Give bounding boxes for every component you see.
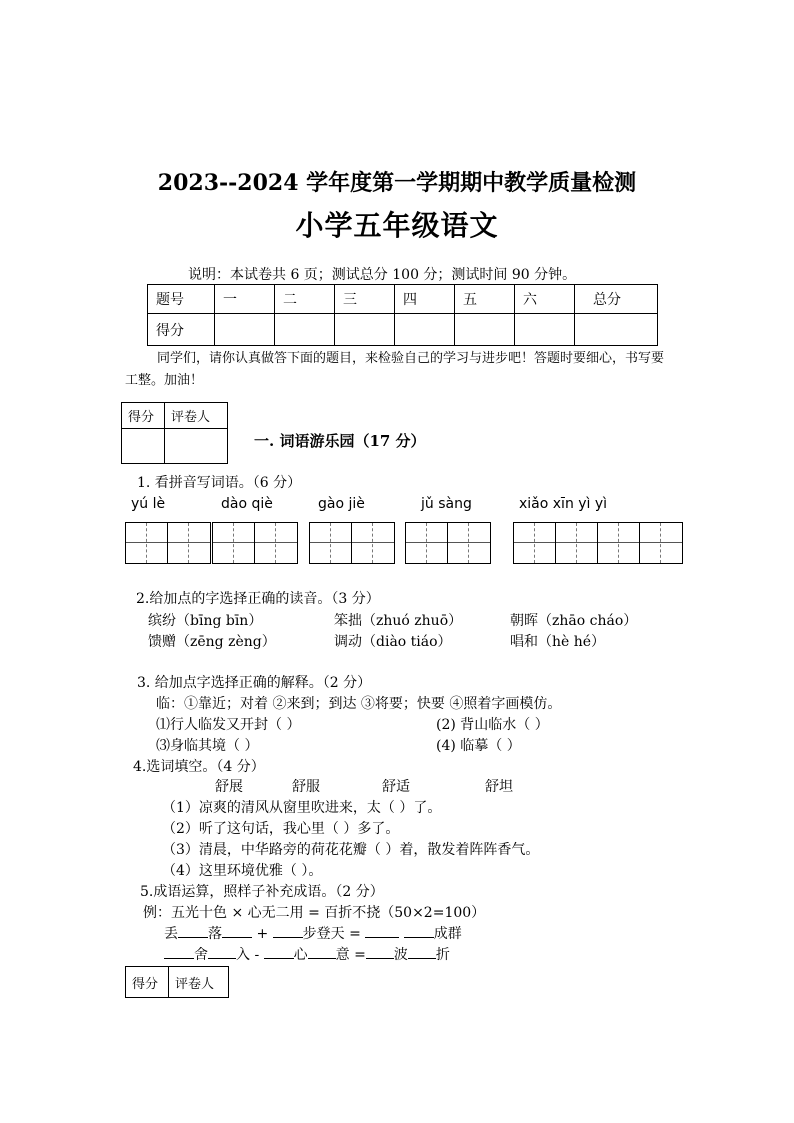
- grid-cell[interactable]: [598, 523, 619, 563]
- grid-cell[interactable]: [427, 523, 448, 563]
- word-choice: 舒适: [382, 779, 410, 795]
- idiom-equation-1: [164, 923, 462, 943]
- pinyin-label: yú lè: [131, 496, 166, 512]
- question-1-title: 1. 看拼音写词语。（6 分）: [137, 475, 302, 491]
- exam-title: 2023--2024 学年度第一学期期中教学质量检测: [157, 170, 637, 196]
- grid-cell[interactable]: [352, 523, 373, 563]
- idiom-char: 步登天 =: [302, 926, 361, 942]
- section-title: 一. 词语游乐园（17 分）: [254, 432, 426, 450]
- pinyin-label: dào qiè: [221, 496, 273, 512]
- pinyin-label: jǔ sàng: [421, 496, 472, 512]
- score-input-cell[interactable]: [395, 314, 455, 346]
- grid-cell[interactable]: [213, 523, 234, 563]
- answer-blank[interactable]: [365, 923, 399, 938]
- score-header-cell: 三: [335, 285, 395, 314]
- grader-name-label: 评卷人: [169, 967, 229, 998]
- grader-box-1: [121, 402, 228, 464]
- definition-item: (2) 背山临水（ ）: [436, 717, 549, 733]
- reading-choice: 唱和（hè hé）: [510, 634, 606, 650]
- idiom-char: 折: [435, 947, 450, 963]
- pinyin-label: gào jiè: [318, 496, 365, 512]
- reading-choice: 馈赠（zēng zèng）: [148, 634, 276, 650]
- fill-in-item: （3）清晨，中华路旁的荷花花瓣（ ）着，散发着阵阵香气。: [162, 842, 540, 858]
- writing-grid[interactable]: [309, 522, 395, 564]
- score-table-score-row: [148, 314, 658, 346]
- grid-cell[interactable]: [448, 523, 469, 563]
- score-table-header-row: [148, 285, 658, 314]
- grid-cell[interactable]: [514, 523, 535, 563]
- fill-in-item: （2）听了这句话，我心里（ ）多了。: [162, 821, 400, 837]
- score-header-cell: 总分: [575, 285, 658, 314]
- answer-blank[interactable]: [164, 944, 194, 959]
- definition-item: ⑶身临其境（ ）: [156, 738, 259, 754]
- answer-blank[interactable]: [308, 944, 336, 959]
- answer-blank[interactable]: [208, 944, 236, 959]
- grid-cell[interactable]: [619, 523, 640, 563]
- grid-cell[interactable]: [373, 523, 394, 563]
- grid-cell[interactable]: [331, 523, 352, 563]
- score-input-cell[interactable]: [215, 314, 275, 346]
- writing-grid[interactable]: [405, 522, 491, 564]
- writing-grid[interactable]: [212, 522, 298, 564]
- score-table: [147, 284, 658, 346]
- grid-cell[interactable]: [406, 523, 427, 563]
- grader-score-label: 得分: [122, 403, 165, 429]
- idiom-char: 心: [293, 947, 308, 963]
- idiom-char: 落: [208, 926, 222, 942]
- score-input-cell[interactable]: [275, 314, 335, 346]
- grid-cell[interactable]: [661, 523, 682, 563]
- reading-choice: 调动（diào tiáo）: [334, 634, 452, 650]
- score-header-cell: 五: [455, 285, 515, 314]
- score-row-label: 得分: [148, 314, 215, 346]
- grid-cell[interactable]: [234, 523, 255, 563]
- answer-blank[interactable]: [264, 944, 294, 959]
- grid-cell[interactable]: [535, 523, 556, 563]
- answer-blank[interactable]: [178, 923, 208, 938]
- grid-cell[interactable]: [126, 523, 147, 563]
- idiom-char: 舍: [194, 947, 208, 963]
- definition-item: ⑴行人临发又开封（ ）: [156, 717, 301, 733]
- answer-blank[interactable]: [222, 923, 252, 938]
- grid-cell[interactable]: [276, 523, 297, 563]
- grid-cell[interactable]: [577, 523, 598, 563]
- score-input-cell[interactable]: [335, 314, 395, 346]
- score-header-cell: 二: [275, 285, 335, 314]
- grid-cell[interactable]: [640, 523, 661, 563]
- idiom-char: 丢: [164, 926, 178, 942]
- idiom-operator: +: [256, 926, 269, 942]
- reading-choice: 笨拙（zhuó zhuō）: [334, 613, 463, 629]
- score-input-cell[interactable]: [575, 314, 658, 346]
- exam-instructions: 说明：本试卷共 6 页；测试总分 100 分；测试时间 90 分钟。: [188, 267, 577, 283]
- idiom-char: 波: [393, 947, 408, 963]
- grader-score-label: 得分: [126, 967, 169, 998]
- score-header-cell: 题号: [148, 285, 215, 314]
- intro-text: 同学们，请你认真做答下面的题目，来检验自己的学习与进步吧！答题时要细心，书写要工整。加油！: [125, 351, 665, 388]
- idiom-equation-2: [164, 944, 450, 964]
- answer-blank[interactable]: [273, 923, 303, 938]
- reading-choice: 缤纷（bīng bīn）: [148, 613, 263, 629]
- score-header-cell: 一: [215, 285, 275, 314]
- answer-blank[interactable]: [366, 944, 394, 959]
- idiom-char: 意 =: [335, 947, 366, 963]
- fill-in-item: （4）这里环境优雅（ ）。: [162, 863, 323, 879]
- idiom-char: 成群: [433, 926, 462, 942]
- score-header-cell: 四: [395, 285, 455, 314]
- question-2-title: 2.给加点的字选择正确的读音。（3 分）: [136, 591, 380, 607]
- writing-grid[interactable]: [513, 522, 683, 564]
- score-header-cell: 六: [515, 285, 575, 314]
- reading-choice: 朝晖（zhāo cháo）: [510, 613, 638, 629]
- idiom-char: 入 -: [236, 947, 260, 963]
- answer-blank[interactable]: [408, 944, 436, 959]
- writing-grid[interactable]: [125, 522, 211, 564]
- word-choice: 舒坦: [485, 779, 513, 795]
- answer-blank[interactable]: [404, 923, 434, 938]
- idiom-example: 例：五光十色 × 心无二用 = 百折不挠（50×2=100）: [143, 905, 486, 921]
- fill-in-item: （1）凉爽的清风从窗里吹进来，太（ ）了。: [162, 800, 442, 816]
- question-3-title: 3. 给加点字选择正确的解释。（2 分）: [137, 675, 372, 691]
- grid-cell[interactable]: [168, 523, 189, 563]
- pinyin-label: xiǎo xīn yì yì: [519, 496, 608, 512]
- grid-cell[interactable]: [556, 523, 577, 563]
- grid-cell[interactable]: [189, 523, 210, 563]
- word-choice: 舒展: [215, 779, 243, 795]
- definition-item: (4) 临摹（ ）: [436, 738, 521, 754]
- grid-cell[interactable]: [469, 523, 490, 563]
- word-choice: 舒服: [292, 779, 320, 795]
- question-4-title: 4.选词填空。（4 分）: [133, 759, 265, 775]
- grader-name-cell[interactable]: [165, 429, 228, 464]
- grader-name-label: 评卷人: [165, 403, 228, 429]
- grader-box-2: [125, 966, 229, 998]
- grid-cell[interactable]: [255, 523, 276, 563]
- grid-cell[interactable]: [310, 523, 331, 563]
- score-input-cell[interactable]: [455, 314, 515, 346]
- grader-score-cell[interactable]: [122, 429, 165, 464]
- definition-options: 临：①靠近；对着 ②来到；到达 ③将要；快要 ④照着字画模仿。: [156, 696, 562, 712]
- grid-cell[interactable]: [147, 523, 168, 563]
- exam-subtitle: 小学五年级语文: [295, 209, 499, 242]
- question-5-title: 5.成语运算，照样子补充成语。（2 分）: [140, 884, 384, 900]
- score-input-cell[interactable]: [515, 314, 575, 346]
